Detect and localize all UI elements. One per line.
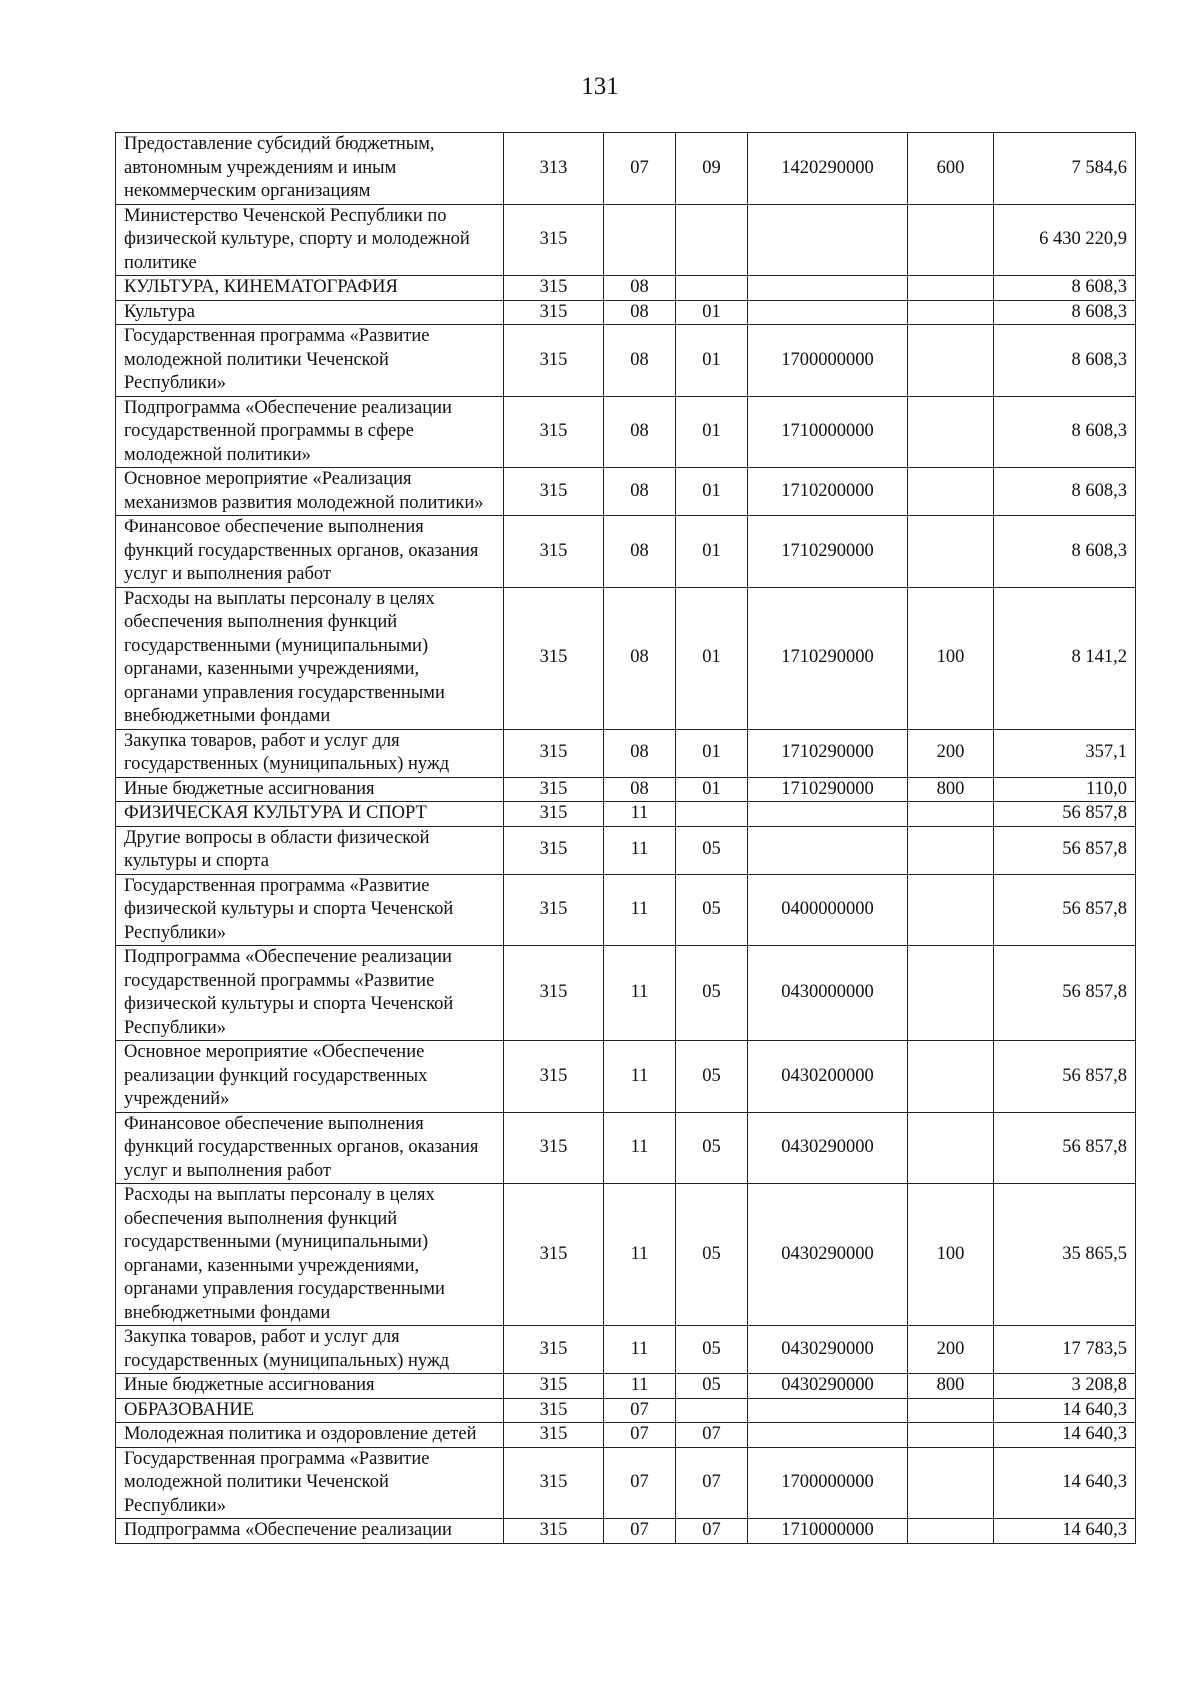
- row-section: 07: [604, 1519, 676, 1544]
- row-name: Закупка товаров, работ и услуг для государственных (муниципальных) нужд: [116, 729, 504, 777]
- row-ministry: 315: [504, 1447, 604, 1519]
- row-subsection: 05: [676, 1112, 748, 1184]
- row-ministry: 313: [504, 133, 604, 205]
- row-subsection: [676, 276, 748, 301]
- row-name: Иные бюджетные ассигнования: [116, 777, 504, 802]
- row-subsection: 07: [676, 1519, 748, 1544]
- row-name: Государственная программа «Развитие молодежной политики Чеченской Республики»: [116, 325, 504, 397]
- row-ministry: 315: [504, 276, 604, 301]
- table-row: [116, 1041, 1136, 1113]
- row-amount: 17 783,5: [994, 1326, 1136, 1374]
- row-subsection: 01: [676, 729, 748, 777]
- row-ministry: 315: [504, 826, 604, 874]
- row-target: 1700000000: [748, 1447, 908, 1519]
- row-amount: 8 608,3: [994, 276, 1136, 301]
- row-ministry: 315: [504, 204, 604, 276]
- row-section: 08: [604, 587, 676, 729]
- row-expense-type: [908, 1112, 994, 1184]
- row-amount: 357,1: [994, 729, 1136, 777]
- row-expense-type: 100: [908, 587, 994, 729]
- row-expense-type: [908, 204, 994, 276]
- row-subsection: 01: [676, 325, 748, 397]
- row-subsection: 05: [676, 946, 748, 1041]
- row-target: 1710290000: [748, 729, 908, 777]
- row-name: Основное мероприятие «Обеспечение реализации функций государственных учреждений»: [116, 1041, 504, 1113]
- row-amount: 14 640,3: [994, 1423, 1136, 1448]
- row-subsection: [676, 204, 748, 276]
- row-ministry: 315: [504, 516, 604, 588]
- row-amount: 14 640,3: [994, 1519, 1136, 1544]
- table-row: [116, 300, 1136, 325]
- row-amount: 56 857,8: [994, 826, 1136, 874]
- row-name: Другие вопросы в области физической культуры и спорта: [116, 826, 504, 874]
- row-name: Предоставление субсидий бюджетным, автономным учреждениям и иным некоммерческим организациям: [116, 133, 504, 205]
- row-section: 07: [604, 1447, 676, 1519]
- row-section: 08: [604, 276, 676, 301]
- row-target: 0400000000: [748, 874, 908, 946]
- row-amount: 14 640,3: [994, 1447, 1136, 1519]
- row-ministry: 315: [504, 587, 604, 729]
- row-section: 08: [604, 777, 676, 802]
- table-row: [116, 468, 1136, 516]
- row-subsection: 05: [676, 874, 748, 946]
- row-section: [604, 204, 676, 276]
- row-subsection: 01: [676, 587, 748, 729]
- row-amount: 8 608,3: [994, 468, 1136, 516]
- row-section: 11: [604, 826, 676, 874]
- row-section: 11: [604, 946, 676, 1041]
- table-row: [116, 325, 1136, 397]
- row-expense-type: 600: [908, 133, 994, 205]
- row-section: 11: [604, 1041, 676, 1113]
- row-expense-type: 200: [908, 1326, 994, 1374]
- row-section: 08: [604, 516, 676, 588]
- table-row: [116, 826, 1136, 874]
- row-amount: 56 857,8: [994, 946, 1136, 1041]
- row-ministry: 315: [504, 1184, 604, 1326]
- table-row: [116, 204, 1136, 276]
- row-ministry: 315: [504, 777, 604, 802]
- row-name: Молодежная политика и оздоровление детей: [116, 1423, 504, 1448]
- row-expense-type: [908, 1398, 994, 1423]
- row-name: Финансовое обеспечение выполнения функций государственных органов, оказания услуг и выполнения работ: [116, 516, 504, 588]
- table-row: [116, 777, 1136, 802]
- row-section: 08: [604, 300, 676, 325]
- row-target: 1420290000: [748, 133, 908, 205]
- table-row: [116, 1447, 1136, 1519]
- row-subsection: 05: [676, 1041, 748, 1113]
- row-section: 11: [604, 1184, 676, 1326]
- row-target: 0430000000: [748, 946, 908, 1041]
- table-row: [116, 874, 1136, 946]
- table-row: [116, 1184, 1136, 1326]
- row-target: 0430290000: [748, 1374, 908, 1399]
- page-number: 131: [581, 73, 619, 100]
- row-subsection: 01: [676, 396, 748, 468]
- row-target: [748, 802, 908, 827]
- row-target: 1710000000: [748, 1519, 908, 1544]
- row-name: Государственная программа «Развитие молодежной политики Чеченской Республики»: [116, 1447, 504, 1519]
- row-target: 1710290000: [748, 516, 908, 588]
- row-name: Иные бюджетные ассигнования: [116, 1374, 504, 1399]
- table-row: [116, 516, 1136, 588]
- budget-table: [115, 132, 1136, 1544]
- row-target: 1710290000: [748, 777, 908, 802]
- row-amount: 8 608,3: [994, 516, 1136, 588]
- row-amount: 56 857,8: [994, 1112, 1136, 1184]
- row-subsection: 05: [676, 1326, 748, 1374]
- row-expense-type: [908, 802, 994, 827]
- row-target: 1710290000: [748, 587, 908, 729]
- row-amount: 6 430 220,9: [994, 204, 1136, 276]
- row-amount: 56 857,8: [994, 874, 1136, 946]
- row-name: Культура: [116, 300, 504, 325]
- table-row: [116, 1398, 1136, 1423]
- row-section: 11: [604, 1326, 676, 1374]
- row-ministry: 315: [504, 1326, 604, 1374]
- row-section: 11: [604, 1374, 676, 1399]
- row-subsection: 01: [676, 777, 748, 802]
- row-target: 0430290000: [748, 1326, 908, 1374]
- row-subsection: 01: [676, 468, 748, 516]
- row-name: Подпрограмма «Обеспечение реализации: [116, 1519, 504, 1544]
- row-expense-type: [908, 325, 994, 397]
- row-expense-type: 800: [908, 777, 994, 802]
- row-name: Закупка товаров, работ и услуг для государственных (муниципальных) нужд: [116, 1326, 504, 1374]
- row-ministry: 315: [504, 1041, 604, 1113]
- row-expense-type: 800: [908, 1374, 994, 1399]
- row-amount: 8 141,2: [994, 587, 1136, 729]
- row-amount: 8 608,3: [994, 325, 1136, 397]
- row-subsection: 01: [676, 516, 748, 588]
- row-ministry: 315: [504, 729, 604, 777]
- row-subsection: [676, 1398, 748, 1423]
- row-amount: 56 857,8: [994, 802, 1136, 827]
- row-target: [748, 1398, 908, 1423]
- row-amount: 3 208,8: [994, 1374, 1136, 1399]
- row-ministry: 315: [504, 300, 604, 325]
- row-subsection: [676, 802, 748, 827]
- table-row: [116, 1326, 1136, 1374]
- row-name: Основное мероприятие «Реализация механизмов развития молодежной политики»: [116, 468, 504, 516]
- table-row: [116, 946, 1136, 1041]
- table-row: [116, 1374, 1136, 1399]
- row-ministry: 315: [504, 946, 604, 1041]
- row-target: [748, 276, 908, 301]
- row-target: [748, 1423, 908, 1448]
- row-subsection: 07: [676, 1423, 748, 1448]
- table-row: [116, 133, 1136, 205]
- row-target: 0430290000: [748, 1112, 908, 1184]
- row-target: 0430290000: [748, 1184, 908, 1326]
- row-name: Расходы на выплаты персоналу в целях обеспечения выполнения функций государственными (муниципальными) органами, казенными учреждениями, органами управления государственными внебюджетными фондами: [116, 1184, 504, 1326]
- row-expense-type: [908, 276, 994, 301]
- row-expense-type: [908, 826, 994, 874]
- row-expense-type: [908, 1423, 994, 1448]
- row-expense-type: 200: [908, 729, 994, 777]
- row-section: 07: [604, 1423, 676, 1448]
- table-row: [116, 587, 1136, 729]
- row-name: КУЛЬТУРА, КИНЕМАТОГРАФИЯ: [116, 276, 504, 301]
- row-expense-type: [908, 300, 994, 325]
- row-name: Финансовое обеспечение выполнения функций государственных органов, оказания услуг и выполнения работ: [116, 1112, 504, 1184]
- table-row: [116, 1112, 1136, 1184]
- row-target: 1710000000: [748, 396, 908, 468]
- row-ministry: 315: [504, 802, 604, 827]
- row-expense-type: [908, 1519, 994, 1544]
- row-ministry: 315: [504, 1398, 604, 1423]
- row-subsection: 05: [676, 1374, 748, 1399]
- row-section: 08: [604, 396, 676, 468]
- row-expense-type: [908, 396, 994, 468]
- row-subsection: 01: [676, 300, 748, 325]
- row-section: 08: [604, 325, 676, 397]
- row-expense-type: [908, 1041, 994, 1113]
- row-ministry: 315: [504, 325, 604, 397]
- table-row: [116, 729, 1136, 777]
- row-expense-type: [908, 946, 994, 1041]
- row-target: 1710200000: [748, 468, 908, 516]
- row-name: Подпрограмма «Обеспечение реализации государственной программы «Развитие физической культуры и спорта Чеченской Республики»: [116, 946, 504, 1041]
- row-expense-type: [908, 874, 994, 946]
- row-name: Министерство Чеченской Республики по физической культуре, спорту и молодежной политике: [116, 204, 504, 276]
- table-row: [116, 276, 1136, 301]
- row-ministry: 315: [504, 1519, 604, 1544]
- row-ministry: 315: [504, 1112, 604, 1184]
- row-name: Государственная программа «Развитие физической культуры и спорта Чеченской Республики»: [116, 874, 504, 946]
- row-section: 11: [604, 802, 676, 827]
- row-name: ФИЗИЧЕСКАЯ КУЛЬТУРА И СПОРТ: [116, 802, 504, 827]
- row-target: 1700000000: [748, 325, 908, 397]
- row-section: 07: [604, 1398, 676, 1423]
- row-ministry: 315: [504, 1423, 604, 1448]
- row-section: 08: [604, 468, 676, 516]
- row-subsection: 07: [676, 1447, 748, 1519]
- row-target: [748, 204, 908, 276]
- row-expense-type: [908, 1447, 994, 1519]
- row-expense-type: 100: [908, 1184, 994, 1326]
- row-amount: 110,0: [994, 777, 1136, 802]
- row-amount: 8 608,3: [994, 396, 1136, 468]
- row-target: 0430200000: [748, 1041, 908, 1113]
- row-name: ОБРАЗОВАНИЕ: [116, 1398, 504, 1423]
- row-section: 07: [604, 133, 676, 205]
- table-row: [116, 1423, 1136, 1448]
- row-amount: 56 857,8: [994, 1041, 1136, 1113]
- row-subsection: 05: [676, 826, 748, 874]
- row-amount: 8 608,3: [994, 300, 1136, 325]
- row-amount: 14 640,3: [994, 1398, 1136, 1423]
- table-row: [116, 802, 1136, 827]
- row-ministry: 315: [504, 874, 604, 946]
- row-expense-type: [908, 516, 994, 588]
- row-ministry: 315: [504, 468, 604, 516]
- row-target: [748, 826, 908, 874]
- row-expense-type: [908, 468, 994, 516]
- table-row: [116, 1519, 1136, 1544]
- row-ministry: 315: [504, 396, 604, 468]
- row-target: [748, 300, 908, 325]
- row-name: Расходы на выплаты персоналу в целях обеспечения выполнения функций государственными (муниципальными) органами, казенными учреждениями, органами управления государственными внебюджетными фондами: [116, 587, 504, 729]
- row-amount: 7 584,6: [994, 133, 1136, 205]
- row-section: 08: [604, 729, 676, 777]
- row-subsection: 05: [676, 1184, 748, 1326]
- budget-table-body: [116, 133, 1136, 1544]
- row-name: Подпрограмма «Обеспечение реализации государственной программы в сфере молодежной политики»: [116, 396, 504, 468]
- table-row: [116, 396, 1136, 468]
- row-ministry: 315: [504, 1374, 604, 1399]
- row-subsection: 09: [676, 133, 748, 205]
- row-amount: 35 865,5: [994, 1184, 1136, 1326]
- row-section: 11: [604, 874, 676, 946]
- row-section: 11: [604, 1112, 676, 1184]
